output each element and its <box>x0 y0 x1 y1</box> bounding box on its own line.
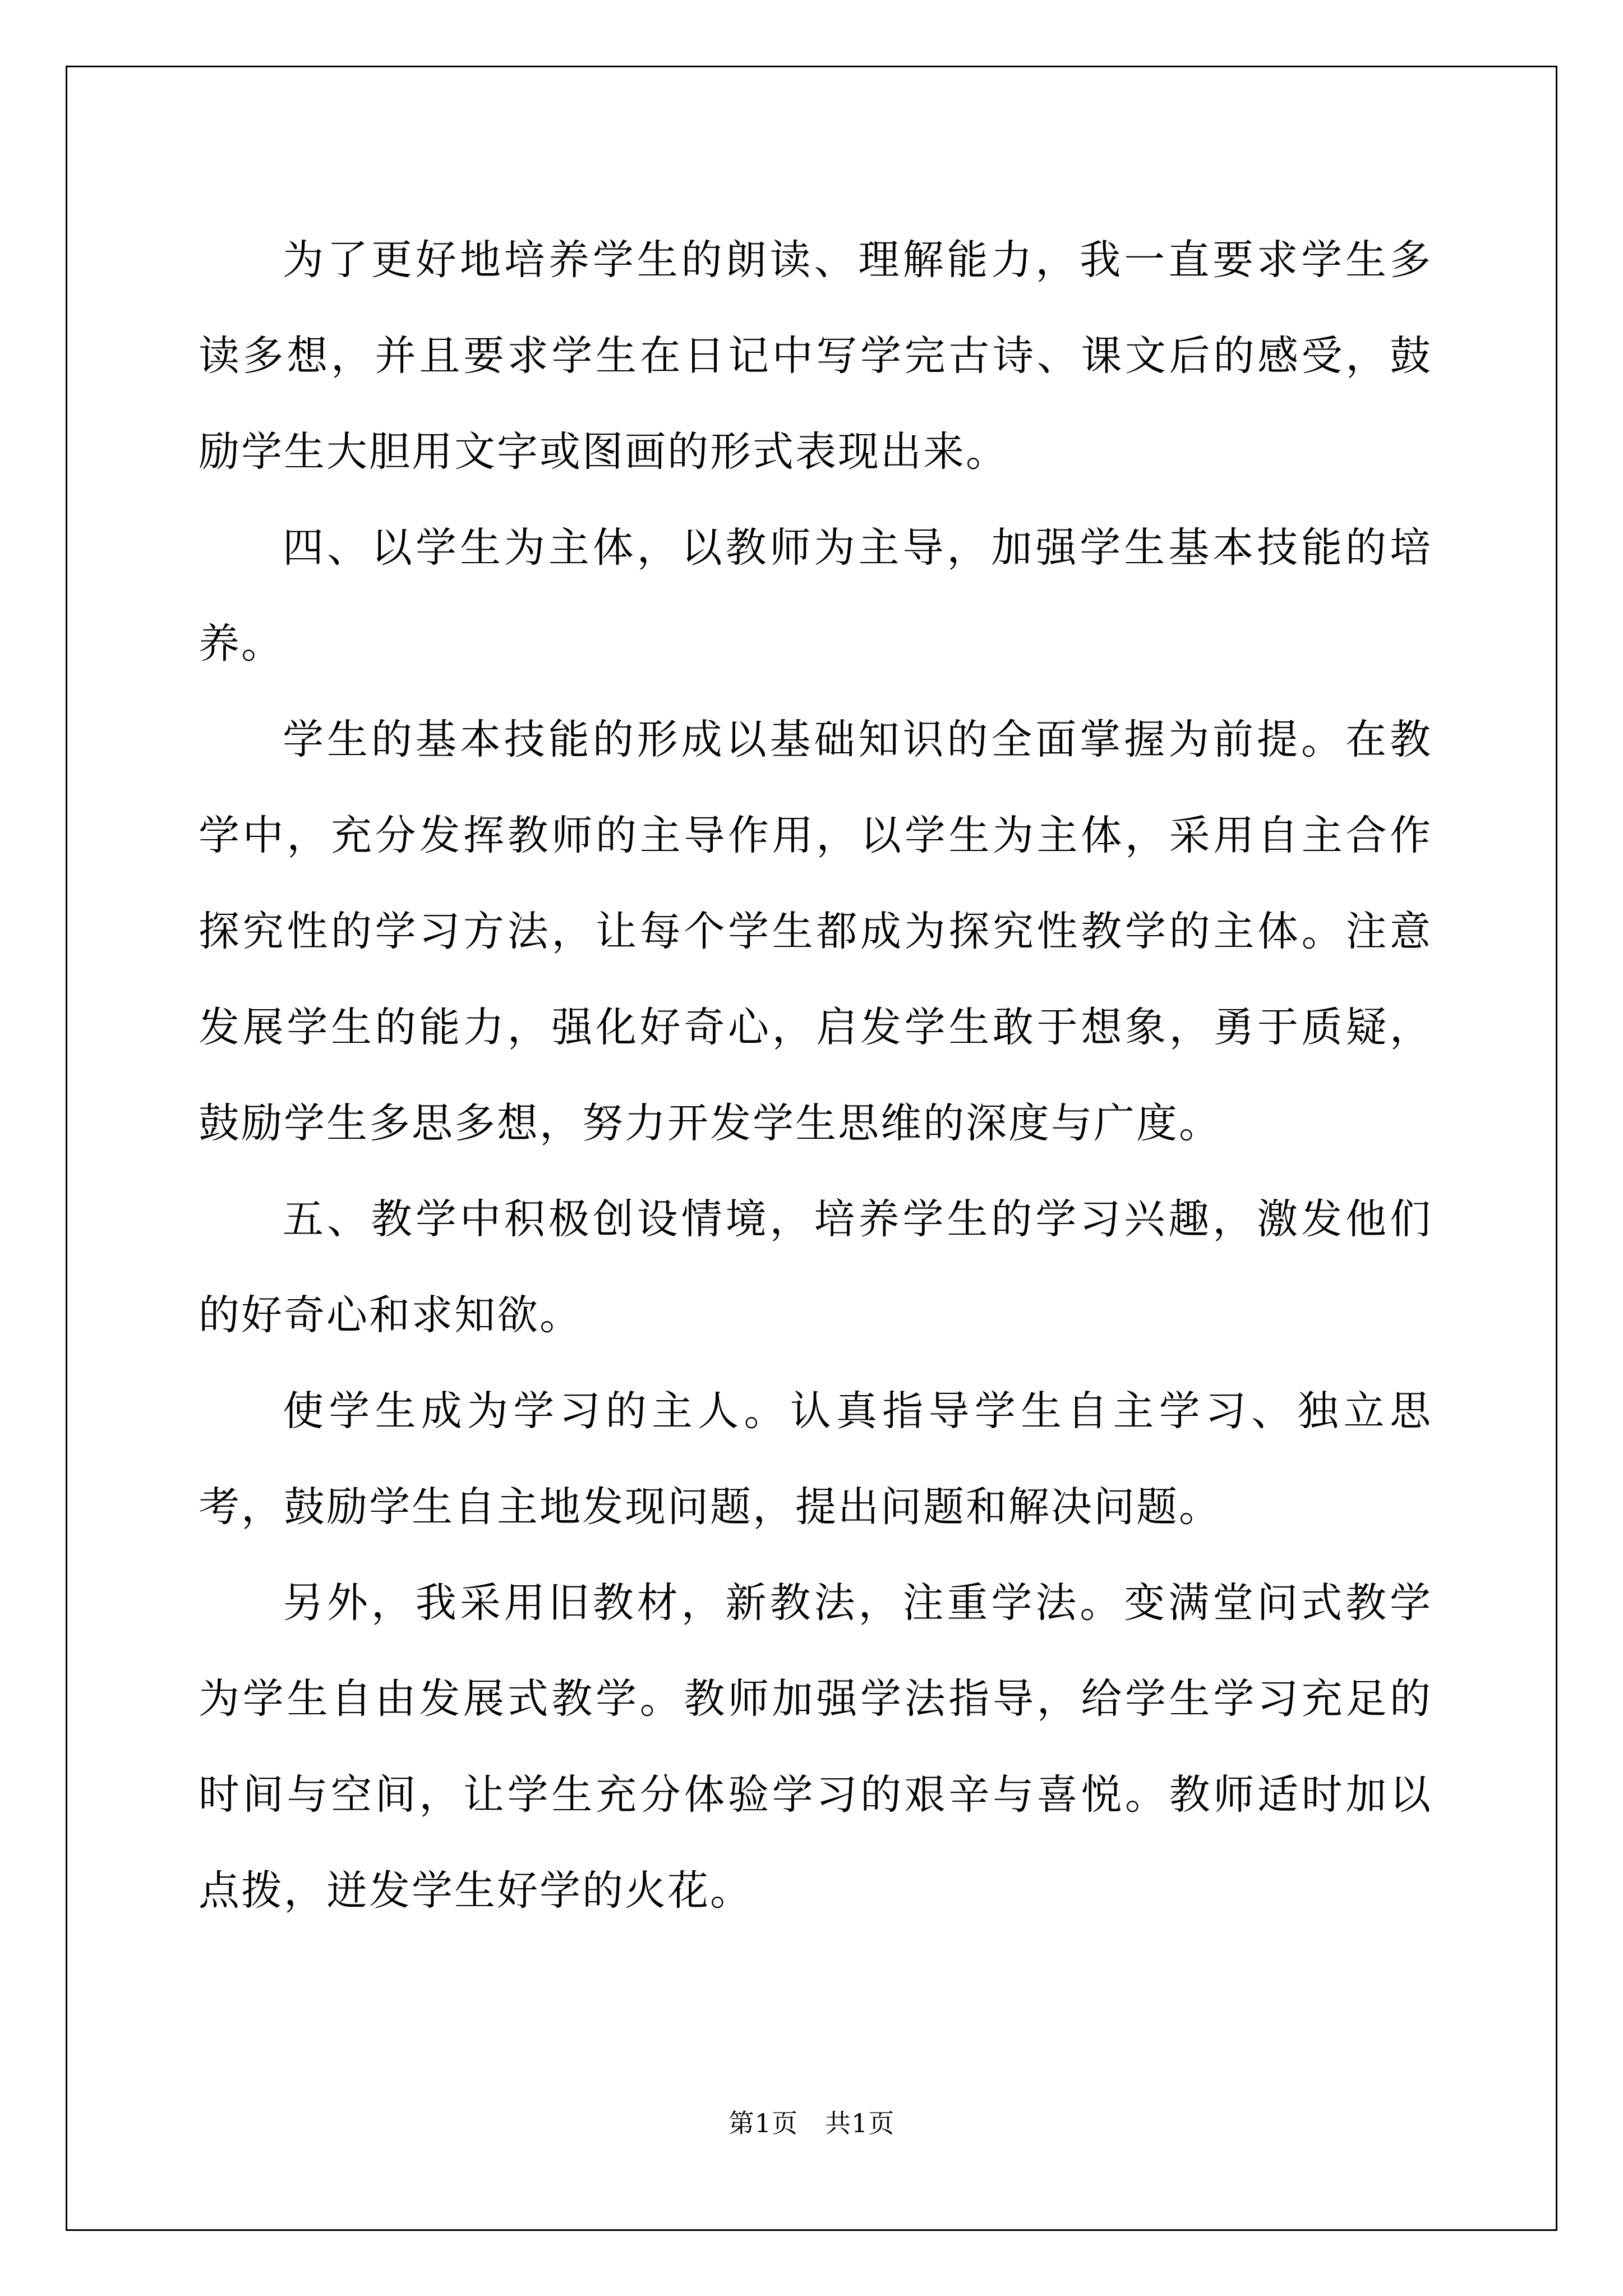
page-number: 第1页 <box>728 2108 798 2138</box>
paragraph: 学生的基本技能的形成以基础知识的全面掌握为前提。在教学中，充分发挥教师的主导作用，以学生为主体，采用自主合作探究性的学习方法，让每个学生都成为探究性教学的主体。注意发展学生的能力，强化好奇心，启发学生敢于想象，勇于质疑，鼓励学生多思多想，努力开发学生思维的深度与广度。 <box>199 716 1432 1147</box>
document-body <box>199 212 1432 1939</box>
paragraph: 使学生成为学习的主人。认真指导学生自主学习、独立思考，鼓励学生自主地发现问题，提出问题和解决问题。 <box>199 1387 1432 1531</box>
page-count: 共1页 <box>825 2108 895 2138</box>
section-heading: 五、教学中积极创设情境，培养学生的学习兴趣，激发他们的好奇心和求知欲。 <box>199 1195 1432 1339</box>
paragraph: 为了更好地培养学生的朗读、理解能力，我一直要求学生多读多想，并且要求学生在日记中写学完古诗、课文后的感受，鼓励学生大胆用文字或图画的形式表现出来。 <box>199 236 1432 476</box>
section-heading: 四、以学生为主体，以教师为主导，加强学生基本技能的培养。 <box>199 524 1432 668</box>
paragraph: 另外，我采用旧教材，新教法，注重学法。变满堂问式教学为学生自由发展式教学。教师加强学法指导，给学生学习充足的时间与空间，让学生充分体验学习的艰辛与喜悦。教师适时加以点拨，迸发学生好学的火花。 <box>199 1579 1432 1915</box>
page-footer <box>0 2106 1623 2140</box>
